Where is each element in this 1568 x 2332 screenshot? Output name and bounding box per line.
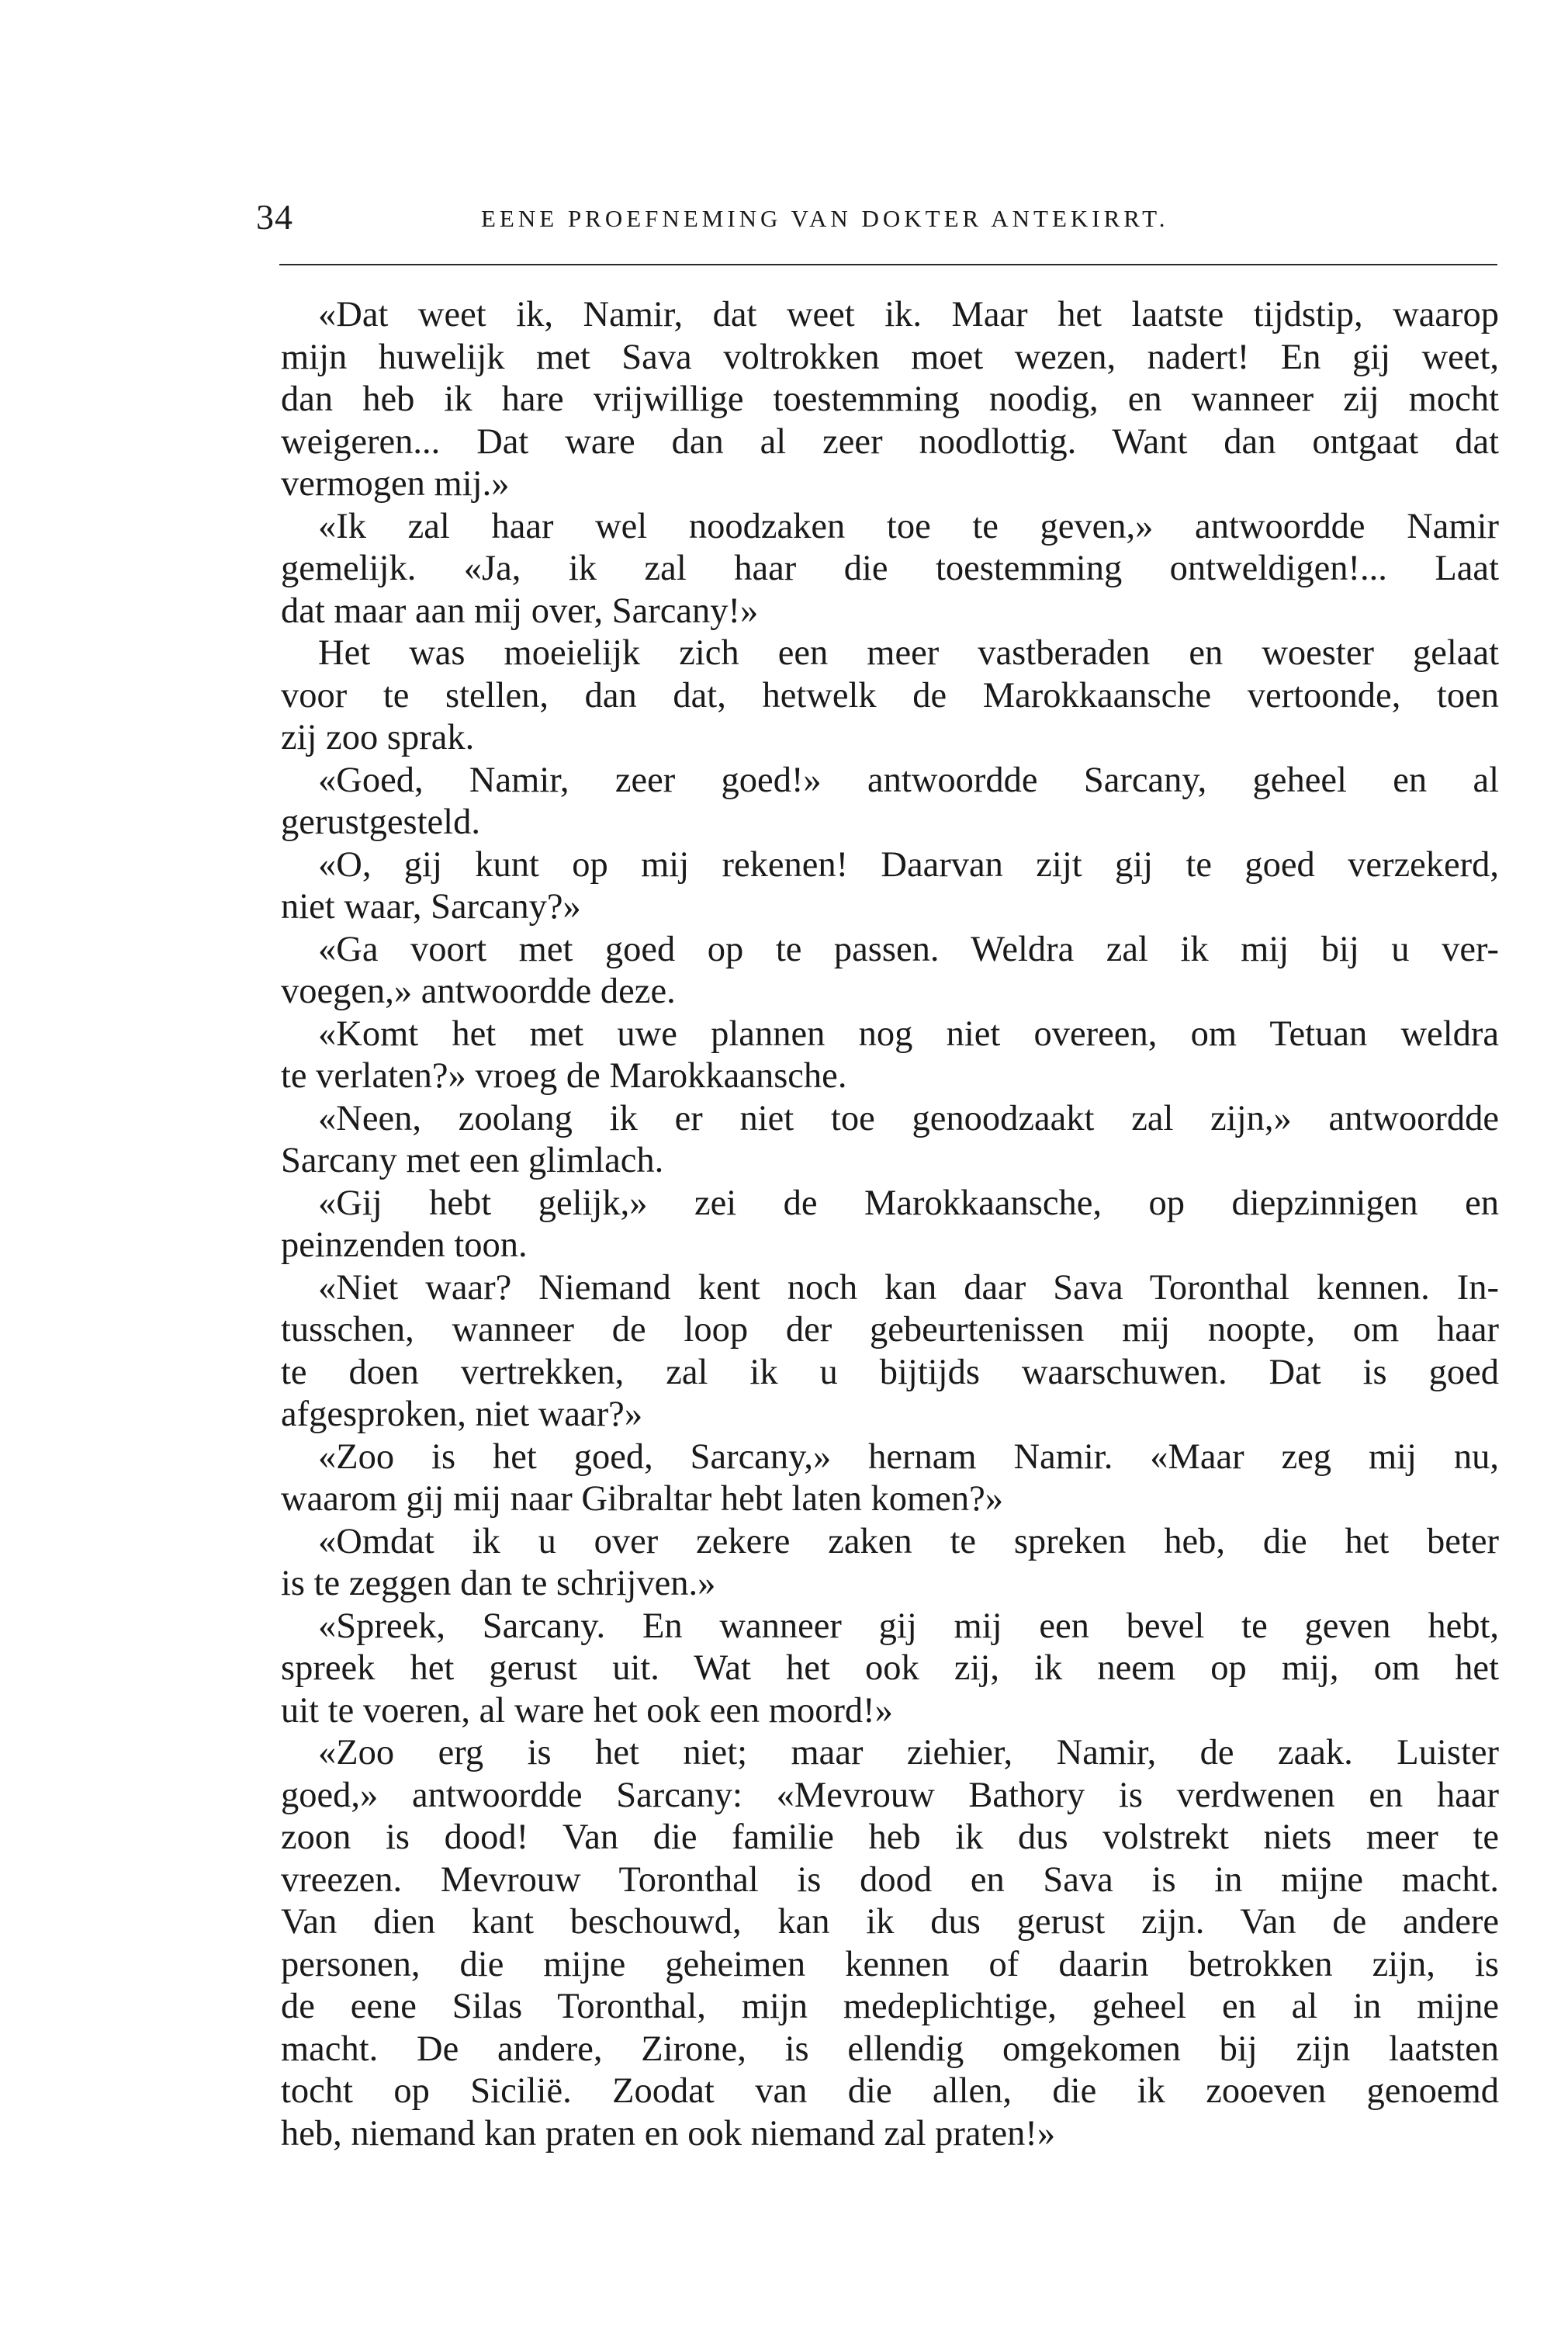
page-header [256,194,1497,241]
text-line: dat maar aan mij over, Sarcany!» [281,591,759,631]
text-line: peinzenden toon. [281,1225,528,1265]
text-line: voor te stellen, dan dat, hetwelk de Marokkaansche vertoonde, toen [281,675,1499,716]
running-title: EENE PROEFNEMING VAN DOKTER ANTEKIRRT. [481,205,1169,232]
text-line: Het was moeielijk zich een meer vastberaden en woester gelaat [318,633,1499,673]
text-line: de eene Silas Toronthal, mijn medeplichtige, geheel en al in mijne [281,1987,1499,2026]
text-line: vermogen mij.» [281,464,510,504]
text-line: spreek het gerust uit. Wat het ook zij, ik neem op mij, om het [281,1648,1499,1688]
text-line: zij zoo sprak. [281,718,475,757]
text-line: voegen,» antwoordde deze. [281,972,676,1011]
text-line: tocht op Sicilië. Zoodat van die allen, die ik zooeven genoemd [281,2071,1499,2111]
header-rule [279,264,1497,265]
text-body [281,294,1499,2155]
text-line: «Spreek, Sarcany. En wanneer gij mij een bevel te geven hebt, [318,1606,1499,1646]
text-line: goed,» antwoordde Sarcany: «Mevrouw Bathory is verdwenen en haar [281,1775,1499,1815]
text-line: dan heb ik hare vrijwillige toestemming noodig, en wanneer zij mocht [281,379,1499,419]
text-line: zoon is dood! Van die familie heb ik dus volstrekt niets meer te [281,1817,1499,1857]
text-line: «Zoo erg is het niet; maar ziehier, Namir, de zaak. Luister [318,1733,1499,1772]
text-line: mijn huwelijk met Sava voltrokken moet wezen, nadert! En gij weet, [281,337,1499,377]
text-line: «Dat weet ik, Namir, dat weet ik. Maar het laatste tijdstip, waarop [318,295,1499,334]
text-line: «Komt het met uwe plannen nog niet overeen, om Tetuan weldra [318,1014,1499,1054]
text-line: uit te voeren, al ware het ook een moord!» [281,1690,893,1731]
text-line: gemelijk. «Ja, ik zal haar die toestemming ontweldigen!... Laat [281,549,1499,588]
text-line: «Ik zal haar wel noodzaken toe te geven,» antwoordde Namir [318,506,1499,546]
text-line: «Niet waar? Niemand kent noch kan daar Sava Toronthal kennen. In- [318,1267,1499,1308]
text-line: «Gij hebt gelijk,» zei de Marokkaansche, op diepzinnigen en [318,1183,1499,1223]
text-line: «Omdat ik u over zekere zaken te spreken heb, die het beter [318,1521,1499,1561]
text-line: «Ga voort met goed op te passen. Weldra zal ik mij bij u ver- [318,929,1499,969]
text-line: «Zoo is het goed, Sarcany,» hernam Namir. «Maar zeg mij nu, [318,1436,1499,1477]
text-line: «Neen, zoolang ik er niet toe genoodzaakt zal zijn,» antwoordde [318,1098,1499,1138]
page-number: 34 [256,197,293,237]
text-line: afgesproken, niet waar?» [281,1395,643,1434]
text-line: gerustgesteld. [281,802,480,842]
text-line: tusschen, wanneer de loop der gebeurtenissen mij noopte, om haar [281,1310,1499,1350]
text-line: «Goed, Namir, zeer goed!» antwoordde Sarcany, geheel en al [318,760,1499,800]
text-line: personen, die mijne geheimen kennen of daarin betrokken zijn, is [281,1944,1499,1984]
text-line: niet waar, Sarcany?» [281,887,581,927]
text-line: te doen vertrekken, zal ik u bijtijds waarschuwen. Dat is goed [281,1352,1499,1392]
text-line: «O, gij kunt op mij rekenen! Daarvan zijt gij te goed verzekerd, [318,844,1499,885]
text-line: heb, niemand kan praten en ook niemand zal praten!» [281,2113,1056,2154]
text-line: is te zeggen dan te schrijven.» [281,1564,716,1603]
text-line: waarom gij mij naar Gibraltar hebt laten komen?» [281,1479,1003,1519]
text-line: Van dien kant beschouwd, kan ik dus gerust zijn. Van de andere [281,1902,1499,1942]
text-line: vreezen. Mevrouw Toronthal is dood en Sava is in mijne macht. [281,1859,1499,1900]
text-line: te verlaten?» vroeg de Marokkaansche. [281,1056,847,1096]
text-line: weigeren... Dat ware dan al zeer noodlottig. Want dan ontgaat dat [281,421,1499,462]
text-line: Sarcany met een glimlach. [281,1141,664,1180]
text-line: macht. De andere, Zirone, is ellendig omgekomen bij zijn laatsten [281,2029,1499,2069]
